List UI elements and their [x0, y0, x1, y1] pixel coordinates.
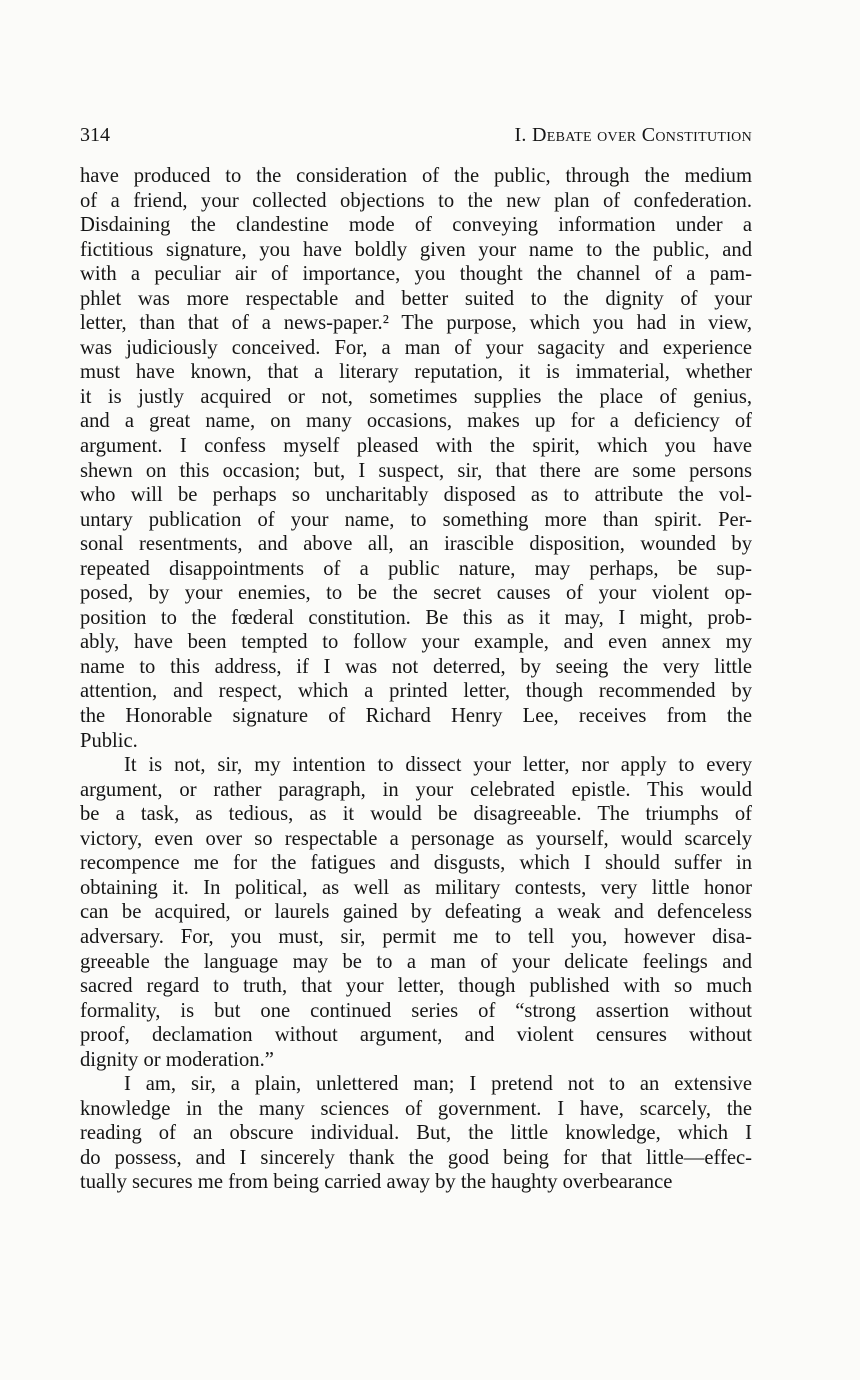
text-line: shewn on this occasion; but, I suspect, sir, that there are some persons: [80, 459, 752, 482]
text-line: have produced to the consideration of the public, through the medium: [80, 165, 752, 187]
text-line: with a peculiar air of importance, you thought the channel of a pam-: [80, 263, 752, 286]
text-line: attention, and respect, which a printed letter, though recommended by: [80, 680, 752, 703]
text-line: knowledge in the many sciences of government. I have, scarcely, the: [80, 1097, 752, 1120]
running-header: [80, 120, 752, 164]
text-line: argument. I confess myself pleased with the spirit, which you have: [80, 435, 752, 458]
text-line: position to the fœderal constitution. Be this as it may, I might, prob-: [80, 606, 752, 629]
text-line: can be acquired, or laurels gained by defeating a weak and defenceless: [80, 901, 752, 924]
text-line: untary publication of your name, to something more than spirit. Per-: [80, 508, 752, 531]
text-line: sonal resentments, and above all, an irascible disposition, wounded by: [80, 533, 752, 556]
text-line: victory, even over so respectable a personage as yourself, would scarcely: [80, 827, 752, 850]
text-line: do possess, and I sincerely thank the good being for that little—effec-: [80, 1146, 752, 1169]
text-line: ably, have been tempted to follow your example, and even annex my: [80, 631, 752, 654]
page-number: 314: [80, 124, 110, 146]
text-line: greeable the language may be to a man of your delicate feelings and: [80, 950, 752, 973]
text-line: proof, declamation without argument, and violent censures without: [80, 1024, 752, 1047]
text-line: fictitious signature, you have boldly given your name to the public, and: [80, 238, 752, 261]
paragraph-1: [80, 164, 752, 753]
text-line: it is justly acquired or not, sometimes supplies the place of genius,: [80, 385, 752, 408]
text-line: adversary. For, you must, sir, permit me to tell you, however disa-: [80, 925, 752, 948]
book-page: [80, 120, 752, 1195]
text-line: letter, than that of a news-paper.² The purpose, which you had in view,: [80, 312, 752, 335]
text-line: reading of an obscure individual. But, the little knowledge, which I: [80, 1122, 752, 1145]
text-line: of a friend, your collected objections to the new plan of confederation.: [80, 189, 752, 212]
text-line: formality, is but one continued series of “strong assertion without: [80, 999, 752, 1022]
text-line: be a task, as tedious, as it would be disagreeable. The triumphs of: [80, 803, 752, 826]
text-line: name to this address, if I was not deterred, by seeing the very little: [80, 655, 752, 678]
text-line: It is not, sir, my intention to dissect your letter, nor apply to every: [124, 754, 752, 777]
text-line: sacred regard to truth, that your letter, though published with so much: [80, 975, 752, 998]
text-line: phlet was more respectable and better suited to the dignity of your: [80, 287, 752, 310]
running-title: I. Debate over Constitution: [514, 124, 752, 146]
paragraph-2: [80, 753, 752, 1072]
text-line: argument, or rather paragraph, in your celebrated epistle. This would: [80, 778, 752, 801]
text-line: must have known, that a literary reputation, it is immaterial, whether: [80, 361, 752, 384]
text-line: posed, by your enemies, to be the secret causes of your violent op-: [80, 582, 752, 605]
text-line: and a great name, on many occasions, makes up for a deficiency of: [80, 410, 752, 433]
text-line: who will be perhaps so uncharitably disposed as to attribute the vol-: [80, 484, 752, 507]
text-line: I am, sir, a plain, unlettered man; I pretend not to an extensive: [124, 1073, 752, 1096]
text-line: dignity or moderation.”: [80, 1048, 274, 1071]
text-line: tually secures me from being carried away by the haughty overbearance: [80, 1171, 673, 1194]
text-line: Disdaining the clandestine mode of conveying information under a: [80, 214, 752, 237]
text-line: was judiciously conceived. For, a man of your sagacity and experience: [80, 336, 752, 359]
text-line: obtaining it. In political, as well as military contests, very little honor: [80, 876, 752, 899]
paragraph-3: [80, 1072, 752, 1195]
text-line: Public.: [80, 729, 138, 752]
text-line: the Honorable signature of Richard Henry Lee, receives from the: [80, 705, 752, 728]
text-line: recompence me for the fatigues and disgusts, which I should suffer in: [80, 852, 752, 875]
text-line: repeated disappointments of a public nature, may perhaps, be sup-: [80, 557, 752, 580]
